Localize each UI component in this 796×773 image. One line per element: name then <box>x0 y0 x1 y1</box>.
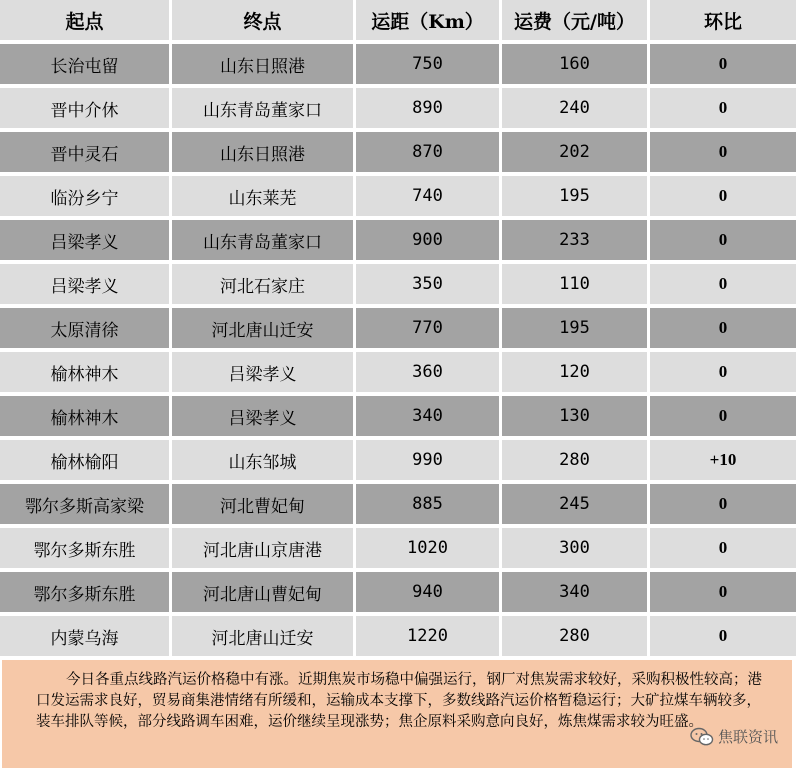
distance-cell: 360 <box>356 352 502 396</box>
freight-cell: 195 <box>502 176 650 220</box>
table-row <box>0 396 796 440</box>
origin-cell: 晋中灵石 <box>0 132 172 176</box>
origin-cell: 鄂尔多斯高家梁 <box>0 484 172 528</box>
market-commentary <box>2 660 792 768</box>
table-row <box>0 352 796 396</box>
freight-cell: 300 <box>502 528 650 572</box>
table-row <box>0 220 796 264</box>
destination-cell: 吕梁孝义 <box>172 396 356 440</box>
change-cell: 0 <box>650 396 796 440</box>
change-cell: 0 <box>650 176 796 220</box>
change-cell: 0 <box>650 220 796 264</box>
origin-cell: 吕梁孝义 <box>0 264 172 308</box>
header-origin: 起点 <box>0 0 172 44</box>
change-cell: 0 <box>650 484 796 528</box>
distance-cell: 350 <box>356 264 502 308</box>
freight-cell: 280 <box>502 440 650 484</box>
table-row <box>0 616 796 660</box>
destination-cell: 河北石家庄 <box>172 264 356 308</box>
table-row <box>0 132 796 176</box>
table-row <box>0 528 796 572</box>
distance-cell: 890 <box>356 88 502 132</box>
destination-cell: 山东邹城 <box>172 440 356 484</box>
header-change: 环比 <box>650 0 796 44</box>
origin-cell: 鄂尔多斯东胜 <box>0 572 172 616</box>
change-cell: 0 <box>650 616 796 660</box>
origin-cell: 鄂尔多斯东胜 <box>0 528 172 572</box>
freight-cell: 130 <box>502 396 650 440</box>
freight-cell: 240 <box>502 88 650 132</box>
table-row <box>0 572 796 616</box>
freight-cell: 160 <box>502 44 650 88</box>
origin-cell: 太原清徐 <box>0 308 172 352</box>
origin-cell: 榆林神木 <box>0 352 172 396</box>
watermark-text: 焦联资讯 <box>717 728 778 746</box>
table-header-row <box>0 0 796 44</box>
origin-cell: 吕梁孝义 <box>0 220 172 264</box>
change-cell: 0 <box>650 572 796 616</box>
distance-cell: 990 <box>356 440 502 484</box>
freight-cell: 120 <box>502 352 650 396</box>
destination-cell: 山东青岛董家口 <box>172 220 356 264</box>
change-cell: 0 <box>650 44 796 88</box>
origin-cell: 晋中介休 <box>0 88 172 132</box>
destination-cell: 河北唐山京唐港 <box>172 528 356 572</box>
table-row <box>0 308 796 352</box>
destination-cell: 山东日照港 <box>172 132 356 176</box>
origin-cell: 内蒙乌海 <box>0 616 172 660</box>
origin-cell: 榆林榆阳 <box>0 440 172 484</box>
destination-cell: 山东日照港 <box>172 44 356 88</box>
distance-cell: 885 <box>356 484 502 528</box>
destination-cell: 河北唐山迁安 <box>172 308 356 352</box>
distance-cell: 1020 <box>356 528 502 572</box>
distance-cell: 750 <box>356 44 502 88</box>
distance-cell: 1220 <box>356 616 502 660</box>
header-destination: 终点 <box>172 0 356 44</box>
destination-cell: 山东青岛董家口 <box>172 88 356 132</box>
table-row <box>0 440 796 484</box>
origin-cell: 榆林神木 <box>0 396 172 440</box>
distance-cell: 870 <box>356 132 502 176</box>
change-cell: 0 <box>650 308 796 352</box>
table-row <box>0 88 796 132</box>
freight-cell: 233 <box>502 220 650 264</box>
destination-cell: 河北曹妃甸 <box>172 484 356 528</box>
table-row <box>0 176 796 220</box>
distance-cell: 340 <box>356 396 502 440</box>
destination-cell: 山东莱芜 <box>172 176 356 220</box>
freight-cell: 202 <box>502 132 650 176</box>
destination-cell: 吕梁孝义 <box>172 352 356 396</box>
destination-cell: 河北唐山迁安 <box>172 616 356 660</box>
change-cell: 0 <box>650 352 796 396</box>
freight-cell: 245 <box>502 484 650 528</box>
freight-cell: 110 <box>502 264 650 308</box>
change-cell: +10 <box>650 440 796 484</box>
freight-cell: 340 <box>502 572 650 616</box>
commentary-text: 今日各重点线路汽运价格稳中有涨。近期焦炭市场稳中偏强运行，钢厂对焦炭需求较好，采购积极性较高；港口发运需求良好，贸易商集港情绪有所缓和，运输成本支撑下，多数线路汽运价格暂稳运行；大矿拉煤车辆较多，装车排队等候，部分线路调车困难，运价继续呈现涨势；焦企原料采购意向良好，炼焦煤需求较为旺盛。 <box>36 672 762 730</box>
header-freight: 运费（元/吨） <box>502 0 650 44</box>
origin-cell: 临汾乡宁 <box>0 176 172 220</box>
wechat-icon <box>690 727 714 747</box>
table-row <box>0 44 796 88</box>
freight-cell: 195 <box>502 308 650 352</box>
table-row <box>0 484 796 528</box>
change-cell: 0 <box>650 132 796 176</box>
distance-cell: 740 <box>356 176 502 220</box>
header-distance: 运距（Km） <box>356 0 502 44</box>
change-cell: 0 <box>650 264 796 308</box>
origin-cell: 长治屯留 <box>0 44 172 88</box>
table-row <box>0 264 796 308</box>
change-cell: 0 <box>650 528 796 572</box>
distance-cell: 770 <box>356 308 502 352</box>
watermark <box>690 726 778 747</box>
destination-cell: 河北唐山曹妃甸 <box>172 572 356 616</box>
distance-cell: 940 <box>356 572 502 616</box>
freight-cell: 280 <box>502 616 650 660</box>
distance-cell: 900 <box>356 220 502 264</box>
change-cell: 0 <box>650 88 796 132</box>
